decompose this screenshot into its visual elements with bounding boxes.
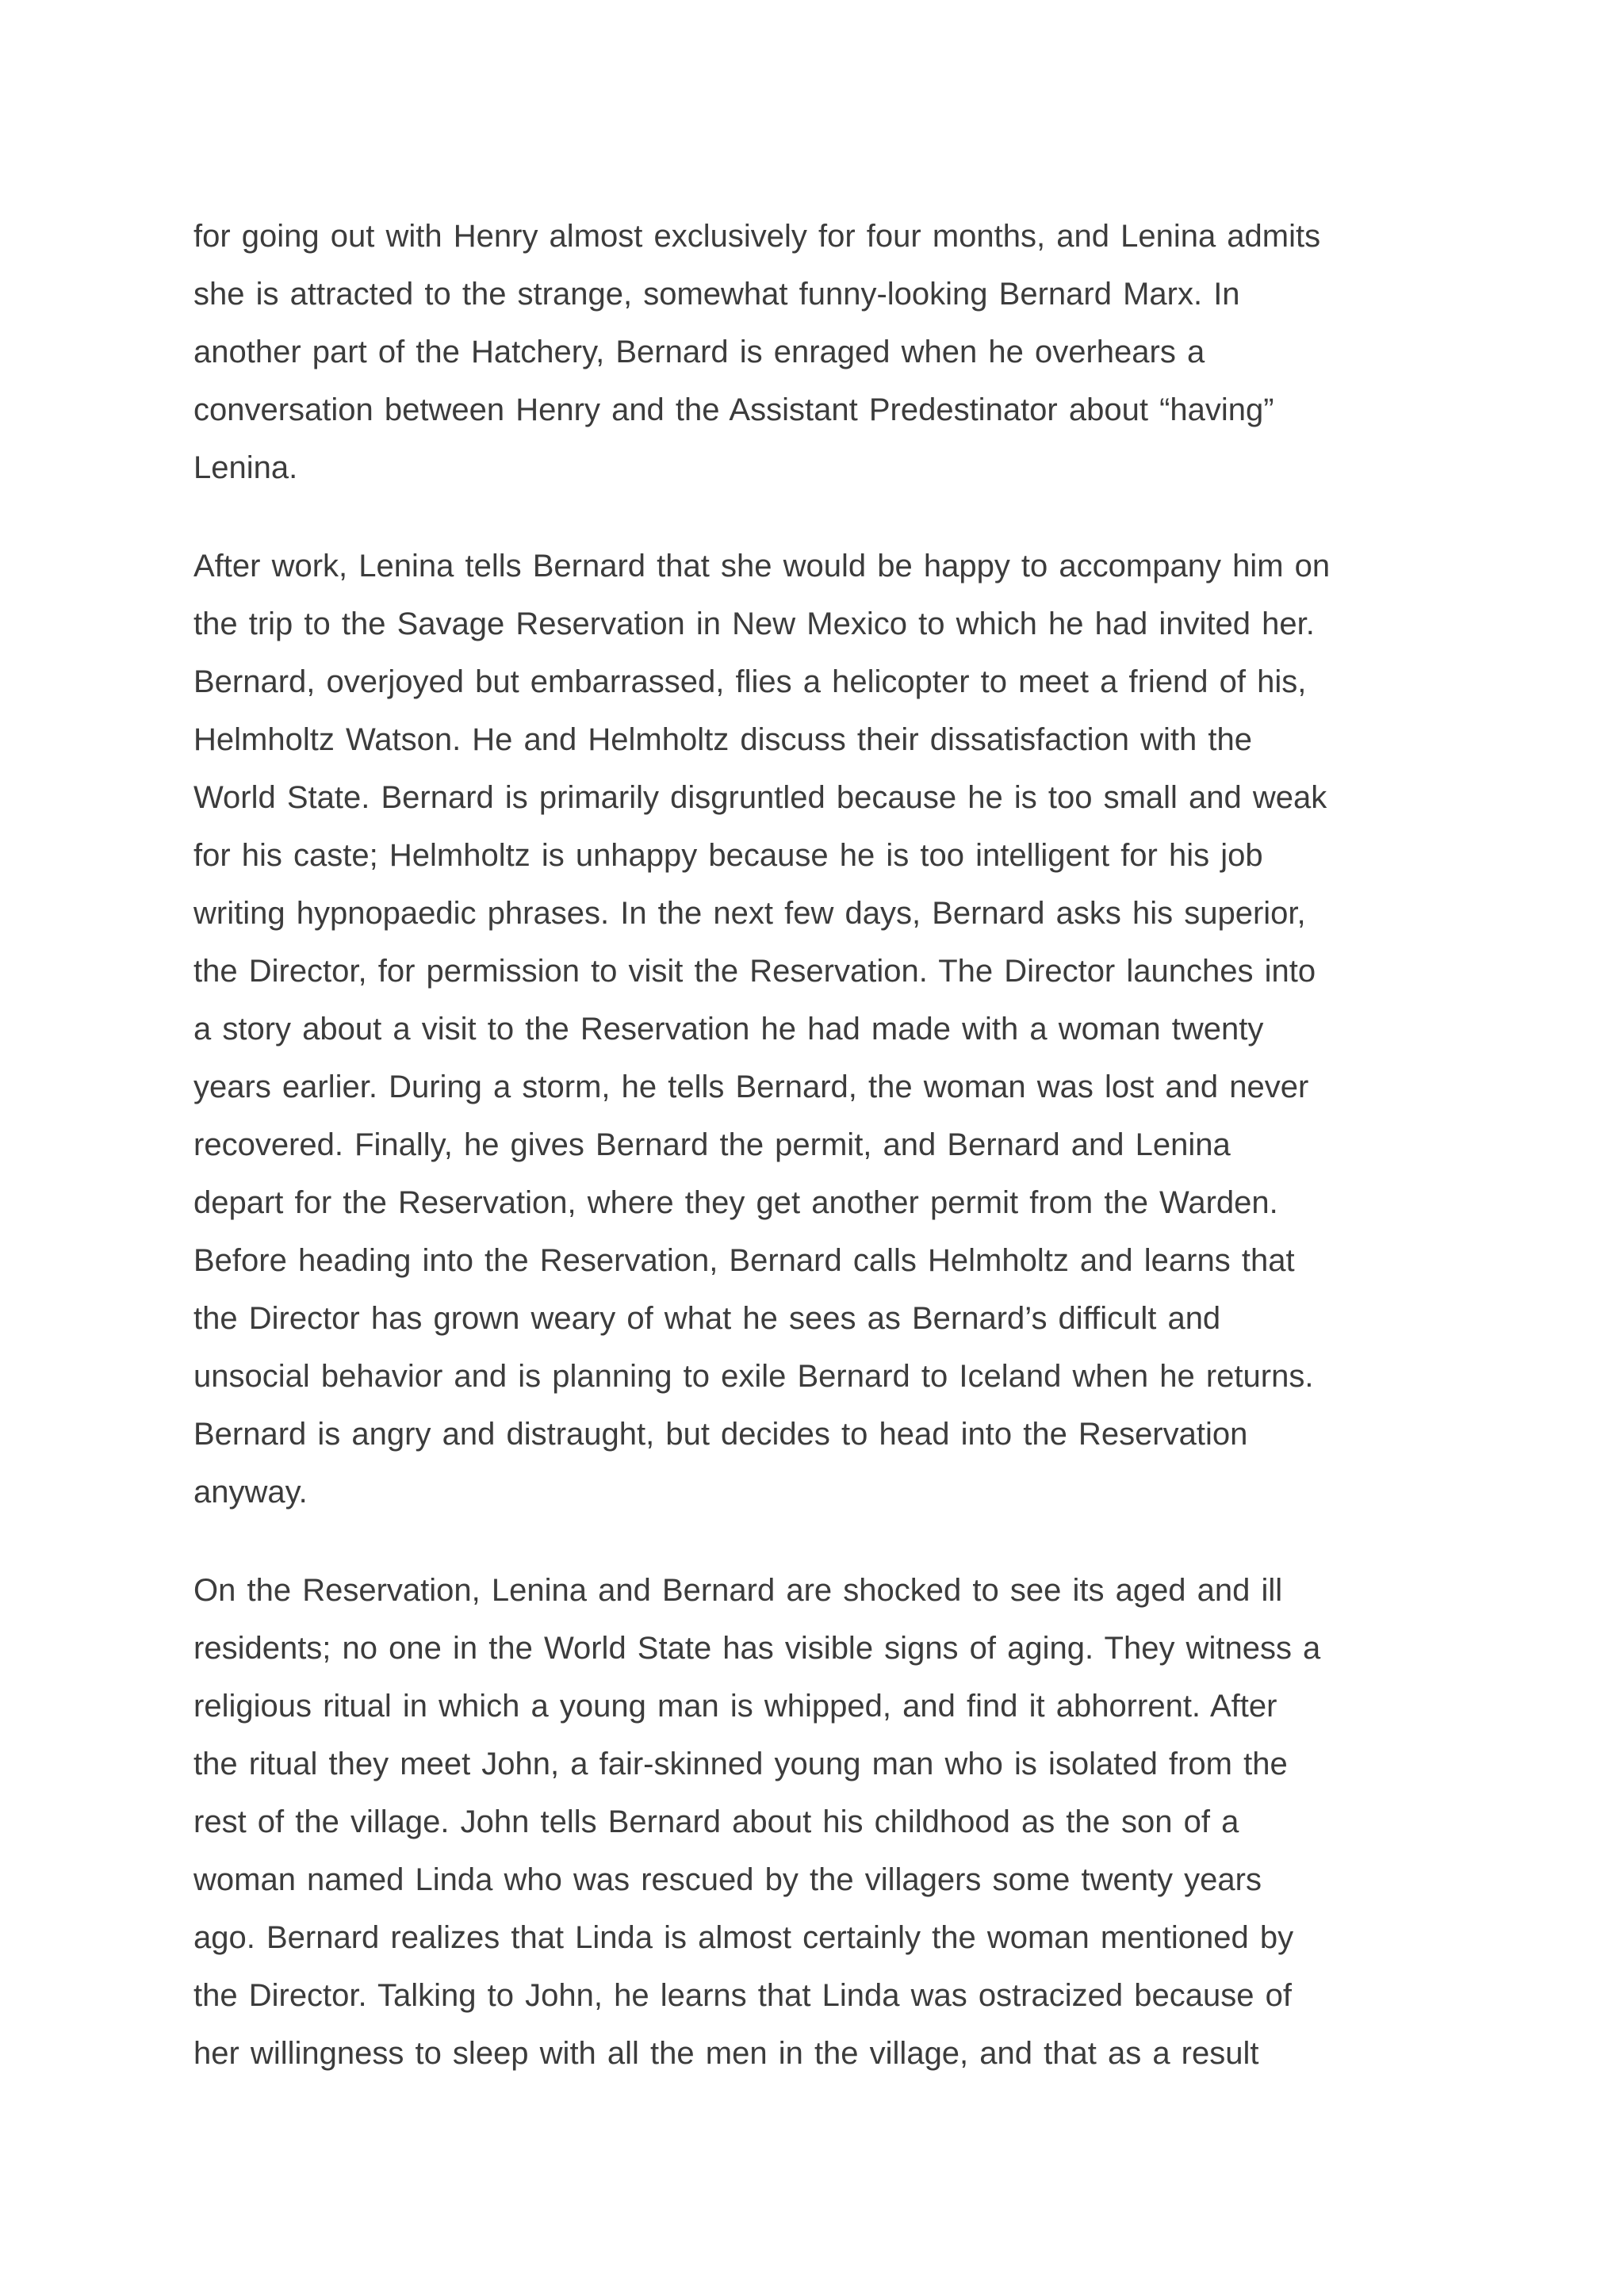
text-line: ago. Bernard realizes that Linda is almost certainly the woman mentioned by xyxy=(193,1920,1294,1955)
paragraph-1 xyxy=(193,208,1446,497)
text-line: On the Reservation, Lenina and Bernard are shocked to see its aged and ill xyxy=(193,1573,1283,1608)
text-line: Before heading into the Reservation, Bernard calls Helmholtz and learns that xyxy=(193,1243,1295,1278)
text-line: recovered. Finally, he gives Bernard the permit, and Bernard and Lenina xyxy=(193,1127,1231,1162)
text-line: World State. Bernard is primarily disgruntled because he is too small and weak xyxy=(193,780,1327,815)
text-line: the ritual they meet John, a fair-skinned young man who is isolated from the xyxy=(193,1747,1288,1781)
text-line: Lenina. xyxy=(193,450,298,485)
text-line: another part of the Hatchery, Bernard is enraged when he overhears a xyxy=(193,335,1205,369)
text-line: the Director has grown weary of what he sees as Bernard’s difficult and xyxy=(193,1301,1221,1336)
paragraph-3 xyxy=(193,1562,1446,2083)
text-line: conversation between Henry and the Assistant Predestinator about “having” xyxy=(193,392,1274,427)
text-line: Bernard, overjoyed but embarrassed, flies a helicopter to meet a friend of his, xyxy=(193,664,1307,699)
text-line: rest of the village. John tells Bernard about his childhood as the son of a xyxy=(193,1804,1239,1839)
text-line: for going out with Henry almost exclusively for four months, and Lenina admits xyxy=(193,219,1321,254)
text-line: a story about a visit to the Reservation he had made with a woman twenty xyxy=(193,1012,1264,1047)
text-line: the trip to the Savage Reservation in New Mexico to which he had invited her. xyxy=(193,607,1315,641)
text-line: unsocial behavior and is planning to exile Bernard to Iceland when he returns. xyxy=(193,1359,1314,1394)
text-line: Bernard is angry and distraught, but decides to head into the Reservation xyxy=(193,1417,1248,1452)
text-line: her willingness to sleep with all the men in the village, and that as a result xyxy=(193,2036,1259,2071)
text-line: residents; no one in the World State has visible signs of aging. They witness a xyxy=(193,1631,1321,1666)
text-line: the Director, for permission to visit the Reservation. The Director launches into xyxy=(193,954,1316,989)
text-line: years earlier. During a storm, he tells Bernard, the woman was lost and never xyxy=(193,1070,1309,1104)
text-line: she is attracted to the strange, somewhat funny-looking Bernard Marx. In xyxy=(193,277,1240,312)
text-line: Helmholtz Watson. He and Helmholtz discuss their dissatisfaction with the xyxy=(193,722,1252,757)
paragraph-2 xyxy=(193,538,1446,1521)
text-line: writing hypnopaedic phrases. In the next few days, Bernard asks his superior, xyxy=(193,896,1306,931)
text-line: religious ritual in which a young man is whipped, and find it abhorrent. After xyxy=(193,1689,1277,1724)
document-body xyxy=(193,208,1446,2123)
text-line: woman named Linda who was rescued by the villagers some twenty years xyxy=(193,1862,1262,1897)
text-line: After work, Lenina tells Bernard that she would be happy to accompany him on xyxy=(193,549,1331,584)
text-line: anyway. xyxy=(193,1475,308,1510)
text-line: for his caste; Helmholtz is unhappy because he is too intelligent for his job xyxy=(193,838,1263,873)
text-line: depart for the Reservation, where they get another permit from the Warden. xyxy=(193,1185,1278,1220)
text-line: the Director. Talking to John, he learns that Linda was ostracized because of xyxy=(193,1978,1292,2013)
